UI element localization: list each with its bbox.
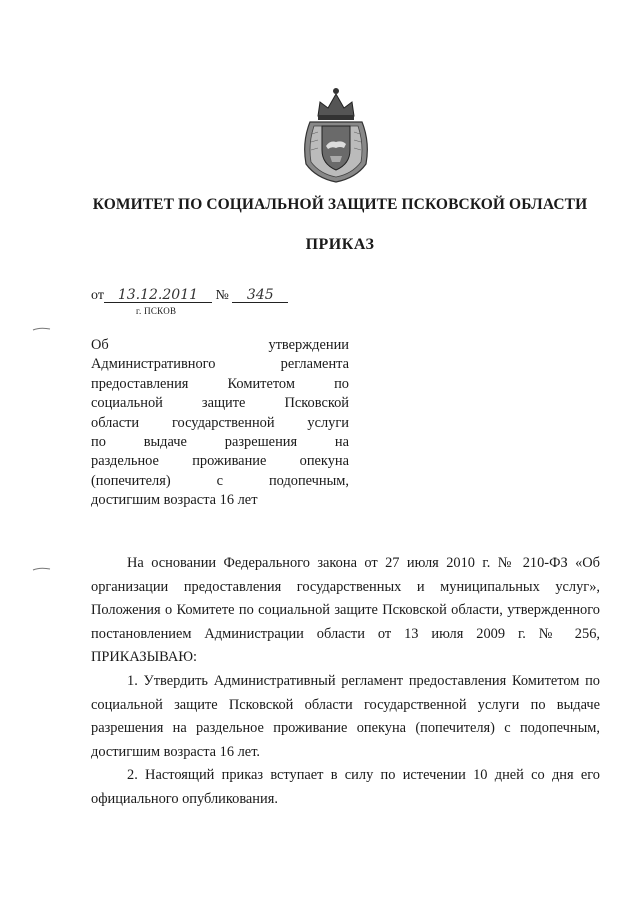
- subject-line: раздельное проживание опекуна: [91, 453, 349, 470]
- organization-title: КОМИТЕТ ПО СОЦИАЛЬНОЙ ЗАЩИТЕ ПСКОВСКОЙ ОБЛАСТИ: [92, 196, 588, 213]
- city-label: г. ПСКОВ: [136, 306, 177, 316]
- subject-line: Административного регламента: [91, 356, 349, 373]
- subject-line: Об утверждении: [91, 337, 349, 353]
- subject-line: области государственной услуги: [91, 414, 349, 431]
- order-item-1: 1. Утвердить Административный регламент предоставления Комитетом по социальной защите Псковской области государственной услуги по выдаче разрешения на раздельное проживание опекуна (попечителя) с подопечным, достигшим возраста 16 лет.: [91, 672, 600, 760]
- preamble-paragraph: На основании Федерального закона от 27 июля 2010 г. № 210-ФЗ «Об организации предоставления государственных и муниципальных услуг», Положения о Комитете по социальной защите Псковской области, утвержденного постановлением Администрации области от 13 июля 2009 г. № 256, ПРИКАЗЫВАЮ:: [91, 555, 600, 666]
- date-field: 13.12.2011: [104, 288, 212, 303]
- number-field: 345: [232, 288, 288, 303]
- date-prefix: от: [91, 288, 104, 303]
- coat-of-arms-emblem: [296, 82, 376, 186]
- scan-margin-mark: [32, 326, 52, 332]
- document-type-heading: ПРИКАЗ: [305, 236, 375, 253]
- subject-line: предоставления Комитетом по: [91, 375, 349, 392]
- subject-line: социальной защите Псковской: [91, 395, 349, 412]
- date-number-line: [91, 288, 288, 304]
- subject-line: достигшим возраста 16 лет: [91, 492, 258, 509]
- order-body: [91, 552, 600, 812]
- order-subject: [91, 336, 349, 511]
- subject-line: (попечителя) с подопечным,: [91, 472, 349, 489]
- number-prefix: №: [215, 288, 229, 303]
- order-item-2: 2. Настоящий приказ вступает в силу по истечении 10 дней со дня его официального опубликования.: [91, 767, 600, 807]
- subject-line: по выдаче разрешения на: [91, 434, 349, 451]
- scan-margin-mark: [32, 566, 52, 572]
